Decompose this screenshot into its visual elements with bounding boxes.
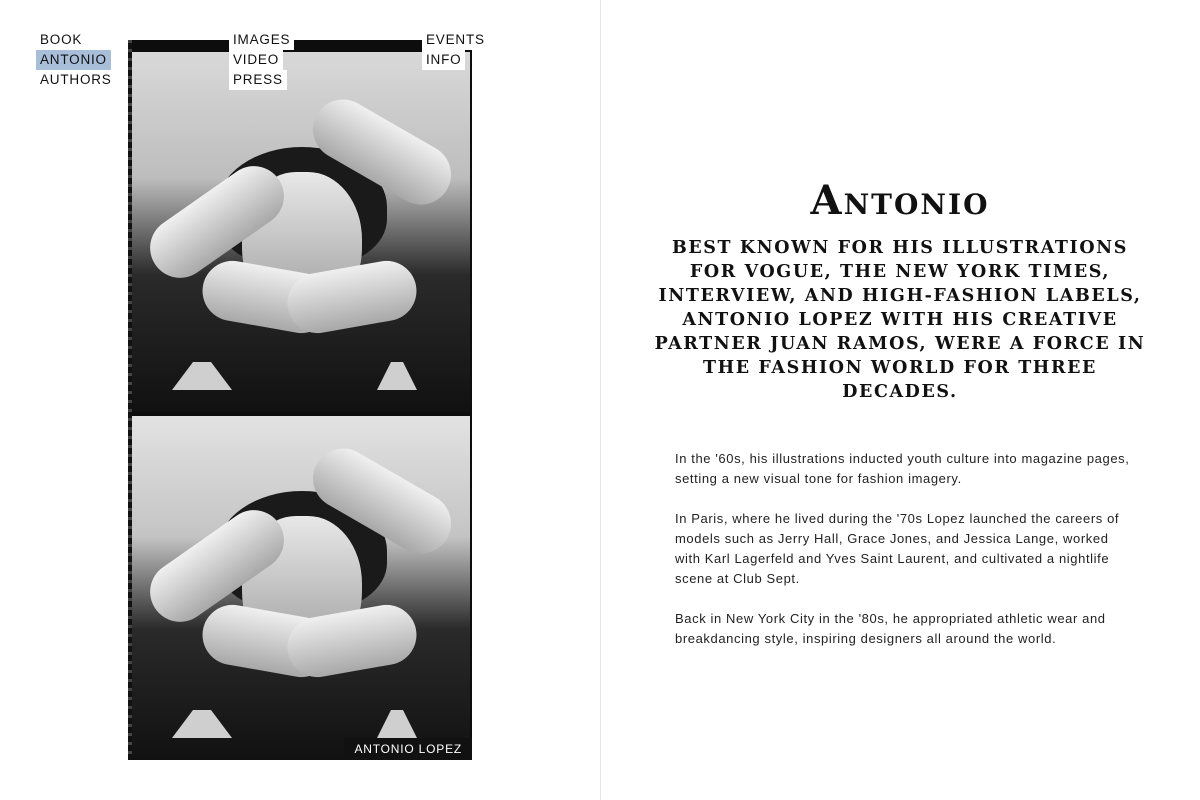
- nav-item-book[interactable]: BOOK: [36, 30, 86, 50]
- photo-frame-2: [132, 416, 470, 760]
- nav-item-events[interactable]: EVENTS: [422, 30, 489, 50]
- nav-item-authors[interactable]: AUTHORS: [36, 70, 116, 90]
- nav-item-images[interactable]: IMAGES: [229, 30, 294, 50]
- body-paragraph: Back in New York City in the '80s, he appropriated athletic wear and breakdancing style, inspiring designers all around the world.: [675, 611, 1106, 646]
- photo-frame-1: [132, 52, 470, 412]
- nav-column-2: [229, 30, 294, 90]
- content-panel: [600, 0, 1200, 800]
- photo-caption: ANTONIO LOPEZ: [344, 738, 472, 760]
- nav-item-video[interactable]: VIDEO: [229, 50, 283, 70]
- lead-statement: BEST KNOWN FOR HIS ILLUSTRATIONS FOR VOGUE, THE NEW YORK TIMES, INTERVIEW, AND HIGH-FASHION LABELS, ANTONIO LOPEZ WITH HIS CREATIVE PARTNER JUAN RAMOS, WERE A FORCE IN THE FASHION WORLD FOR THREE DECADES.: [654, 238, 1146, 402]
- photo-strip: [128, 40, 472, 760]
- nav-item-info[interactable]: INFO: [422, 50, 465, 70]
- page-title: Antonio: [810, 176, 990, 224]
- nav-item-antonio[interactable]: ANTONIO: [36, 50, 111, 70]
- body-paragraph: In the '60s, his illustrations inducted youth culture into magazine pages, setting a new visual tone for fashion imagery.: [675, 451, 1130, 486]
- nav-column-3: [422, 30, 489, 70]
- body-text: [675, 449, 1130, 669]
- nav-column-1: [36, 30, 116, 90]
- nav-item-press[interactable]: PRESS: [229, 70, 287, 90]
- body-paragraph: In Paris, where he lived during the '70s Lopez launched the careers of models such as Jerry Hall, Grace Jones, and Jessica Lange, worked with Karl Lagerfeld and Yves Saint Laurent, and cultivated a nightlife scene at Club Sept.: [675, 511, 1120, 586]
